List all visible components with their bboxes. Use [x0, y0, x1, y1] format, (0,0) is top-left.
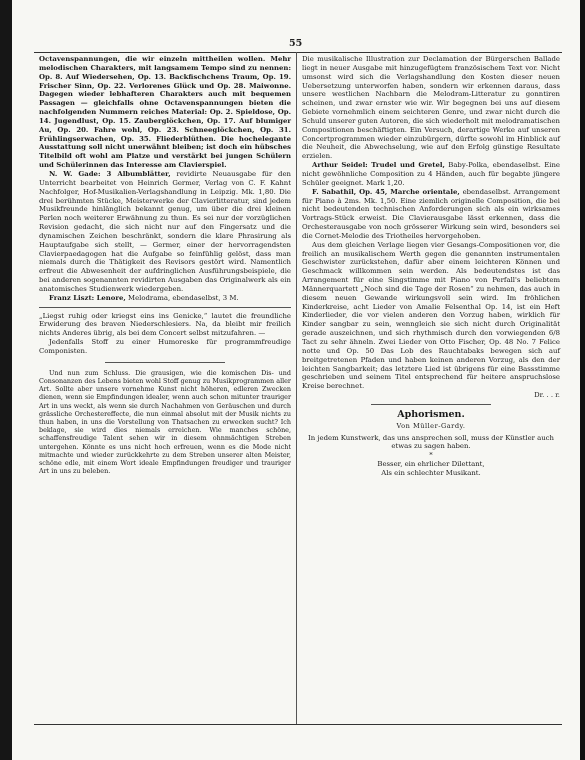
- short-divider: [105, 362, 225, 363]
- sabathil-review: [302, 188, 560, 241]
- scan-border-left: [0, 0, 12, 760]
- sabathil-text: ebendaselbst. Arrangement für Piano à 2ms. Mk. 1,50. Eine ziemlich originelle Composition, die bei nicht bedeutenden technischen Anforderungen sich als ein wirksames Vortrags-Stück erweist. Die Clavierausgabe lässt erkennen, dass die Orchesterausgabe von noch grösserer Wirkung sein wird, besonders sei die Cornet-Melodie des Triotheiles hervorgehoben.: [302, 187, 560, 240]
- aphorism-separator: *: [429, 451, 433, 460]
- aphorisms-author: Von Müller-Gardy.: [396, 421, 466, 430]
- gade-text: revidirte Neuausgabe für den Unterricht bearbeitet von Heinrich Germer, Verlag von C. F. Kahnt Nachfolger, Hof-Musikalien-Verlagshandlung in Leipzig. Mk. 1,80. Die drei berühmten Stücke, Meisterwerke der Clavierlitteratur, sind jedem Musikfreunde hinlänglich bekannt genug, um über die drei kleinen Perlen noch weiterer Erwähnung zu thun. Es sei nur der vorzüglichen Revision gedacht, die sich nicht nur auf den Fingersatz und die dynamischen Zeichen beschränkt, sondern die klare Phrasirung als Hauptaufgabe sich stellt, — Germer, einer der hervorragendsten Clavierpaedagogen hat die Aufgabe so feinfühlig gelöst, dass man niemals durch die Thätigkeit des Revisors gestört wird. Namentlich erfreut die Abwesenheit der aufdringlichen Ausführungsbeispiele, die bei anderen sogenannten revidirten Ausgaben das Originalwerk als ein anatomisches Studienwerk wiedergeben.: [39, 169, 291, 293]
- right-para-1: Die musikalische Illustration zur Declamation der Bürgerschen Ballade liegt in neuer Ausgabe mit hinzugefügtem französischem Text vor. Nicht umsonst wird sich die Verlagshandlung den Kosten dieser neuen Uebersetzung unterworfen haben, sondern wir erkennen daraus, dass unsere westlichen Nachbarn die Melodram-Litteratur zu gonntiren scheinen, und zwar ernster wie wir. Wir begegnen bei uns auf diesem Gebiete vornehmlich einem seichteren Genre, und zwar nicht durch die Schuld unserer guten Autoren, die sich wiederholt mit melodramatischen Compositionen beschäftigten. Ein Versuch, derartige Werke auf unseren Concertprogrammen wieder einzubürgern, dürfte sowohl im Hinblick auf die Neuheit, die Abwechselung, wie auf den Erfolg günstige Resultate erzielen.: [302, 55, 560, 161]
- aphorism-2-line-1: Besser, ein ehrlicher Dilettant,: [377, 460, 485, 469]
- quote: „Liegst ruhig oder kriegst eins ins Genicke,“ lautet die freundliche Erwiderung des braven Niederschlesiers. Na, da bleibt mir freilich nichts Anderes übrig, als bei dem Concert selbst mitzufahren. —: [39, 311, 291, 338]
- liszt-heading: Franz Liszt: Lenore,: [49, 293, 126, 302]
- signature: Dr. . . r.: [534, 391, 560, 400]
- seidel-text: Baby-Polka, ebendaselbst. Eine nicht gewöhnliche Composition zu 4 Händen, auch für begabte jüngere Schüler geeignet. Mark 1,20.: [302, 161, 560, 187]
- column-divider: [296, 52, 297, 724]
- gade-review: [39, 170, 291, 294]
- aphorisms-title: Aphorismen.: [397, 408, 465, 420]
- quote-continuation: Jedenfalls Stoff zu einer Humoreske für programmfreudige Componisten.: [39, 338, 291, 355]
- liszt-review: [39, 294, 291, 303]
- liszt-text: Melodrama, ebendaselbst, 3 M.: [128, 293, 239, 302]
- page-number: 55: [289, 38, 303, 49]
- left-para-1: Octavenspannungen, die wir einzeln mittheilen wollen. Mehr melodischen Charakters, mit langsamem Tempo sind zu nennen: Op. 8. Auf Wiedersehen, Op. 13. Backfischchens Traum, Op. 19. Frischer Sinn, Op. 22. Verlorenes Glück und Op. 28. Maiwonne. Dagegen wieder lebhafteren Charakters auch mit bequemen Passagen — gleichfalls ohne Octavenspannungen bieten die nachfolgenden Nummern reiches Material: Op. 2. Spieldose, Op. 14. Jugendlust, Op. 15. Zauberglöckchen, Op. 17. Auf blumiger Au, Op. 20. Fahre wohl, Op. 23. Schneeglöckchen, Op. 31. Frühlingserwachen, Op. 35. Fliederblüthen. Die hochelegante Ausstattung soll nicht unerwähnt bleiben; ist doch ein hübsches Titelbild oft wohl am Platze und verstärkt bei jungen Schülern und Schülerinnen das Interesse am Clavierspiel.: [39, 55, 291, 170]
- seidel-review: [302, 161, 560, 188]
- short-divider: [371, 404, 491, 405]
- gade-heading: N. W. Gade: 3 Albumblätter,: [49, 169, 171, 178]
- sabathil-heading: F. Sabathil, Op. 45, Marche orientale,: [312, 187, 460, 196]
- closing-paragraph: Und nun zum Schluss. Die grausigen, wie die komischen Dis- und Consonanzen des Lebens bieten wohl Stoff genug zu Musikprogrammen aller Art. Sollte aber unsere vornehme Kunst nicht höheren, edleren Zwecken dienen, wenn sie Empfindungen idealer, wenn auch schon mitunter trauriger Art in uns weckt, als wenn sie durch Nachahmen von Geräuschen und durch grässliche Orchestereffecte, die nun einmal absolut mit der Musik nichts zu thun haben, in uns die Vorstellung von Thatsachen zu erwecken sucht? Ich beklage, sie wird dies niemals erreichen. Wie manches schöne, schaffensfreudige Talent sehen wir in diesem ohnmächtigen Streben untergehen. Könnte es uns nicht hoch erfreuen, wenn es die Mode nicht mitmachte und wieder zurückkehrte zu dem Streben unserer alten Meister, schöne edle, mit einem Wort ideale Empfindungen freudiger und trauriger Art in uns zu beleben.: [39, 368, 291, 476]
- page: [12, 0, 580, 760]
- verlag-paragraph: Aus dem gleichen Verlage liegen vier Gesangs-Compositionen vor, die freilich an musikalischem Werth gegen die genannten instrumentalen Geschwister zurückstehen, dafür aber einem leichteren Können und Geschmack willkommen sein werden. Als bedeutendstes ist das Arrangement für eine Singstimme mit Piano von Perfall's beliebtem Männerquartett „Noch sind die Tage der Rosen“ zu nehmen, das auch in diesem neuen Gewande wirkungsvoll sein wird. Im fröhlichen Kinderkreise, acht Lieder von Amalie Felsenthal Op. 14, ist ein Heft Kinderlieder, die vor vielen anderen den Vorzug haben, wirklich für Kinder sangbar zu sein, wenngleich sie sich nicht durch Originalität gerade auszeichnen, und sich rhythmisch durch den vorwiegenden 6/8 Tact zu sehr ähneln. Zwei Lieder von Otto Fischer, Op. 48 No. 7 Felice notte und Op. 50 Das Lob des Rauchtabaks bewegen sich auf breitgetretenen Pfaden und haben keinen anderen Vorzug, als den der leichten Sangbarkeit; das letztere Lied ist übrigens für eine Bassstimme geschrieben und seinem Titel entsprechend für heitere anspruchslose Kreise berechnet.: [302, 240, 560, 391]
- bottom-rule: [34, 724, 562, 725]
- scan-border-right: [580, 0, 585, 760]
- aphorism-2-line-2: Als ein schlechter Musikant.: [381, 468, 481, 477]
- seidel-heading: Arthur Seidel: Trudel und Gretel,: [312, 161, 445, 170]
- left-column: [39, 55, 291, 475]
- right-column: [302, 55, 560, 478]
- top-rule: [34, 52, 562, 53]
- divider: [39, 307, 291, 308]
- aphorism-1: In jedem Kunstwerk, das uns ansprechen soll, muss der Künstler auch etwas zu sagen haben.: [308, 433, 554, 451]
